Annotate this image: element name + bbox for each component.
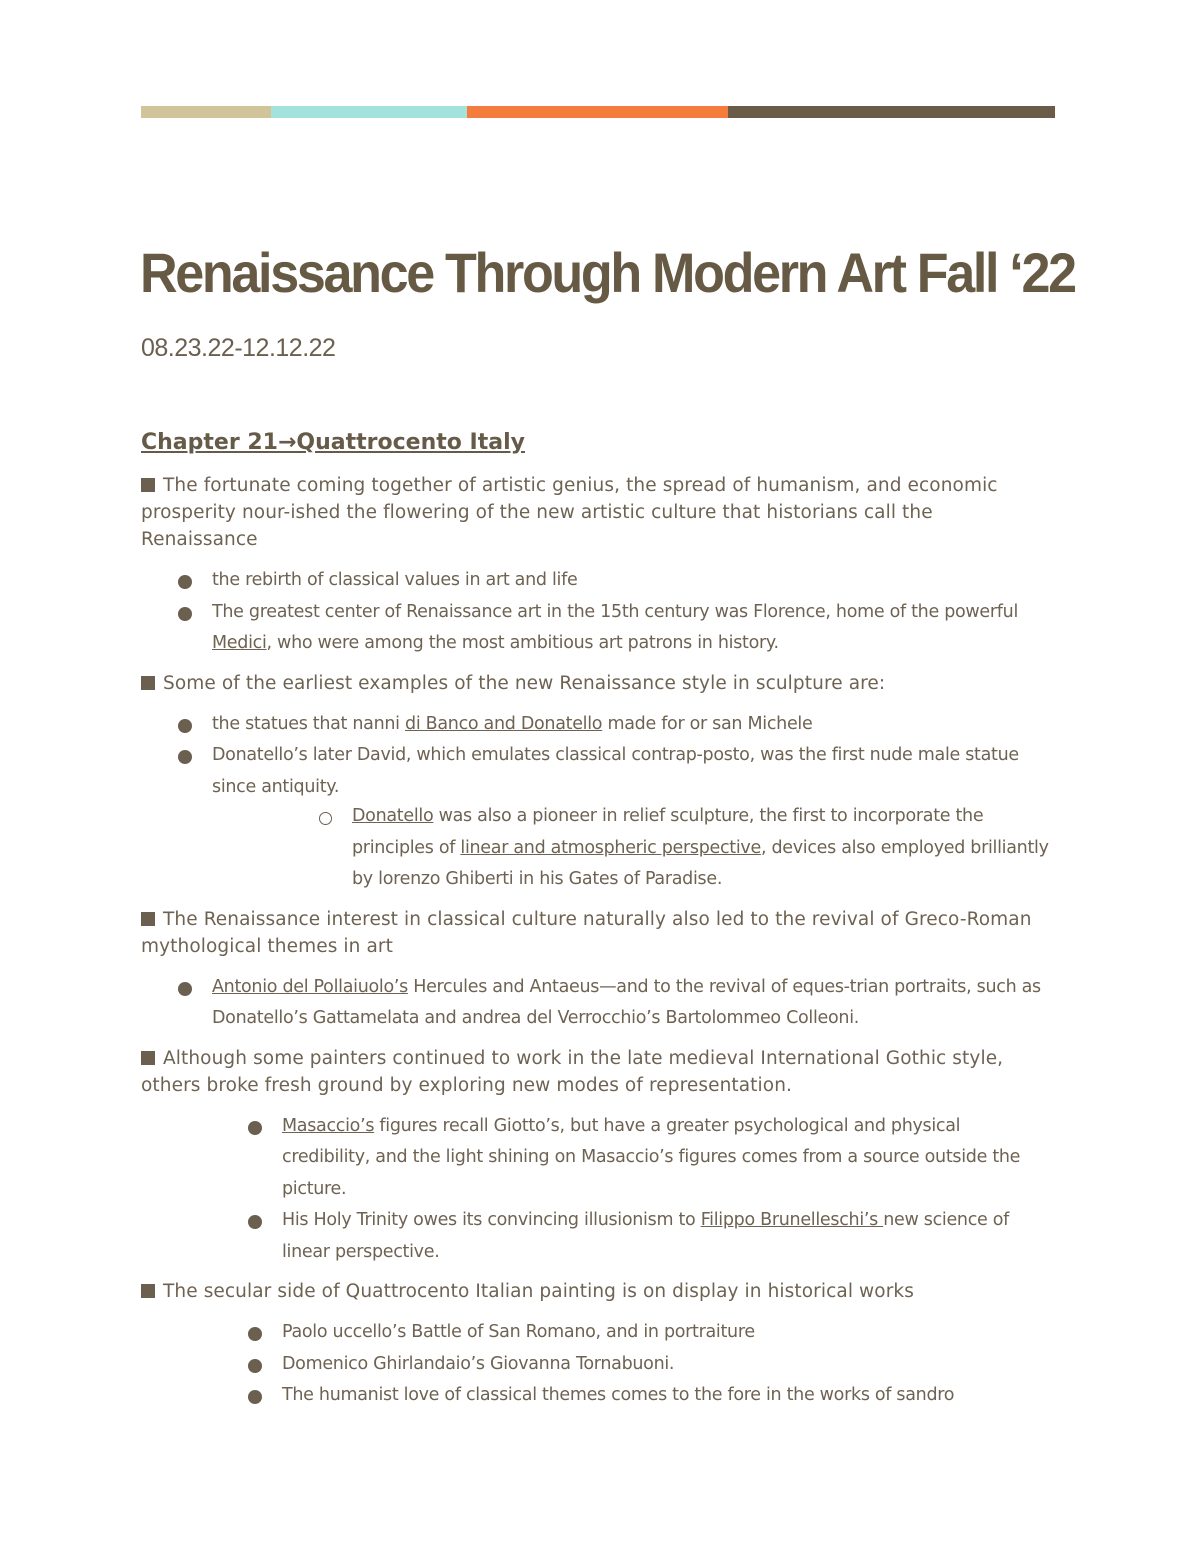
bar-segment-teal — [271, 106, 467, 118]
link-brunelleschi[interactable]: Filippo Brunelleschi’s — [700, 1210, 884, 1230]
link-donatello[interactable]: Donatello — [352, 806, 434, 826]
link-masaccio[interactable]: Masaccio’s — [282, 1115, 375, 1136]
paragraph: The Renaissance interest in classical culture naturally also led to the revival of Greco-Roman mythological themes in art — [141, 908, 1032, 957]
square-bullet-icon — [141, 1051, 155, 1065]
bullet-dot-icon — [248, 1359, 262, 1373]
link-di-banco-donatello[interactable]: di Banco and Donatello — [405, 713, 603, 734]
paragraph: Some of the earliest examples of the new Renaissance style in sculpture are: — [141, 670, 1051, 697]
list-item: The greatest center of Renaissance art in the 15th century was Florence, home of the powerful Medici, who were among the most ambitious art patrons in history. — [141, 597, 1051, 660]
bullet-list — [141, 709, 1051, 804]
bullet-dot-icon — [178, 719, 192, 733]
list-item: Antonio del Pollaiuolo’s Hercules and Antaeus—and to the revival of eques-trian portraits, such as Donatello’s Gattamelata and andrea del Verrocchio’s Bartolommeo Colleoni. — [141, 972, 1051, 1035]
bullet-dot-icon — [248, 1327, 262, 1341]
bullet-dot-icon — [178, 982, 192, 996]
bullet-dot-icon — [248, 1390, 262, 1404]
list-item: Paolo uccello’s Battle of San Romano, and in portraiture — [141, 1317, 1051, 1349]
list-item: Domenico Ghirlandaio’s Giovanna Tornabuoni. — [141, 1349, 1051, 1381]
list-item: Masaccio’s figures recall Giotto’s, but have a greater psychological and physical credibility, and the light shining on Masaccio’s figures comes from a source outside the picture. — [141, 1111, 1051, 1206]
link-medici[interactable]: Medici — [212, 633, 267, 653]
bullet-list — [141, 1317, 1051, 1412]
square-bullet-icon — [141, 912, 155, 926]
bullet-dot-icon — [178, 575, 192, 589]
document-body — [141, 428, 1051, 1422]
bullet-dot-icon — [178, 607, 192, 621]
square-bullet-icon — [141, 676, 155, 690]
square-bullet-icon — [141, 1284, 155, 1298]
hollow-circle-bullet-icon — [319, 812, 332, 825]
bullet-dot-icon — [248, 1121, 262, 1135]
bar-segment-orange — [467, 106, 728, 118]
link-pollaiuolo[interactable]: Antonio del Pollaiuolo’s — [212, 976, 408, 997]
bullet-dot-icon — [248, 1215, 262, 1229]
bar-segment-tan — [141, 106, 271, 118]
date-range: 08.23.22-12.12.22 — [141, 334, 336, 362]
bullet-list — [141, 1111, 1051, 1269]
link-linear-perspective[interactable]: linear and atmospheric perspective — [460, 837, 761, 858]
bullet-list — [141, 972, 1051, 1035]
list-item: His Holy Trinity owes its convincing illusionism to Filippo Brunelleschi’s new science of linear perspective. — [141, 1205, 1051, 1268]
list-item: Donatello’s later David, which emulates classical contrap-posto, was the first nude male statue since antiquity. — [141, 740, 1051, 803]
paragraph: Although some painters continued to work in the late medieval International Gothic style, others broke fresh ground by exploring new modes of representation. — [141, 1047, 1004, 1096]
list-item: The humanist love of classical themes comes to the fore in the works of sandro — [141, 1380, 1051, 1412]
bullet-dot-icon — [178, 750, 192, 764]
bullet-list — [141, 565, 1051, 660]
paragraph: The secular side of Quattrocento Italian painting is on display in historical works — [141, 1278, 1051, 1305]
paragraph: The fortunate coming together of artistic genius, the spread of humanism, and economic prosperity nour-ished the flowering of the new artistic culture that historians call the Renaissance — [141, 475, 998, 550]
bar-segment-brown — [728, 106, 1055, 118]
decorative-color-bar — [141, 106, 1055, 118]
chapter-heading: Chapter 21→Quattrocento Italy — [141, 430, 525, 455]
list-item: the rebirth of classical values in art and life — [141, 565, 1051, 597]
list-item: the statues that nanni di Banco and Donatello made for or san Michele — [141, 709, 1051, 741]
square-bullet-icon — [141, 478, 155, 492]
sub-bullet-list — [141, 801, 1051, 896]
list-item: Donatello was also a pioneer in relief sculpture, the first to incorporate the principles of linear and atmospheric perspective, devices also employed brilliantly by lorenzo Ghiberti in his Gates of Paradise. — [141, 801, 1051, 896]
document-title: Renaissance Through Modern Art Fall ‘22 — [140, 241, 1075, 304]
